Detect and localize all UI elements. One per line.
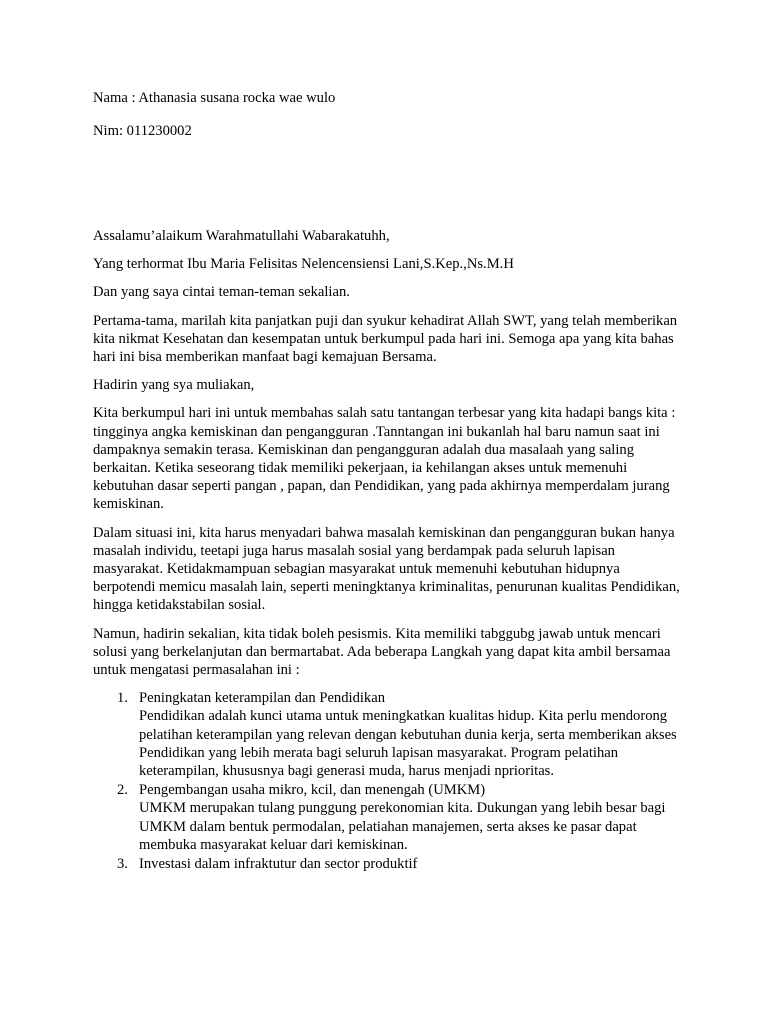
salutation: Yang terhormat Ibu Maria Felisitas Nelencensiensi Lani,S.Kep.,Ns.M.H [93, 256, 514, 273]
audience-address: Hadirin yang sya muliakan, [93, 377, 255, 394]
paragraph-solutions-intro: Namun, hadirin sekalian, kita tidak boleh pesismis. Kita memiliki tabggubg jawab untuk mencari solusi yang berkelanjutan dan bermartabat. Ada beberapa Langkah yang dapat kita ambil bersamaa untuk mengatasi permasalahan ini : [93, 625, 671, 679]
header [93, 89, 335, 155]
solution-list [93, 689, 683, 873]
salutation-friends: Dan yang saya cintai teman-teman sekalian. [93, 284, 350, 301]
student-nim: Nim: 011230002 [93, 123, 192, 140]
paragraph-opening: Pertama-tama, marilah kita panjatkan puji dan syukur kehadirat Allah SWT, yang telah memberikan kita nikmat Kesehatan dan kesempatan untuk berkumpul pada hari ini. Semoga apa yang kita bahas hari ini bisa memberikan manfaat bagi kemajuan Bersama. [93, 312, 678, 366]
list-item [93, 689, 683, 780]
speech-body [93, 227, 683, 874]
list-number: 1. [117, 690, 128, 707]
student-name: Nama : Athanasia susana rocka wae wulo [93, 90, 336, 106]
list-item-text: Pendidikan adalah kunci utama untuk meningkatkan kualitas hidup. Kita perlu mendorong pelatihan keterampilan yang relevan dengan kebutuhan dunia kerja, serta memberikan akses Pendidikan yang lebih merata bagi seluruh lapisan masyarakat. Program pelatihan keterampilan, khususnya bagi generasi muda, harus menjadi nprioritas. [139, 708, 677, 780]
list-item-text: UMKM merupakan tulang punggung perekonomian kita. Dukungan yang lebih besar bagi UMKM dalam bentuk permodalan, pelatiahan manajemen, serta akses ke pasar dapat membuka masyarakat keluar dari kemiskinan. [139, 800, 666, 853]
paragraph-challenge: Kita berkumpul hari ini untuk membahas salah satu tantangan terbesar yang kita hadapi bangs kita : tingginya angka kemiskinan dan pengangguran .Tanntangan ini bukanlah hal baru namun saat ini dampaknya semakin terasa. Kemiskinan dan pengangguran adalah dua masalaah yang saling berkaitan. Ketika seseorang tidak memiliki pekerjaan, ia kehilangan akses untuk memenuhi kebutuhan dasar seperti pangan , papan, dan Pendidikan, yang pada akhirnya memperdalam jurang kemiskinan. [93, 405, 676, 513]
list-item [93, 855, 683, 873]
list-item [93, 781, 683, 854]
list-item-title: Investasi dalam infraktutur dan sector produktif [139, 856, 418, 873]
greeting: Assalamu’alaikum Warahmatullahi Wabarakatuhh, [93, 228, 390, 244]
list-item-title: Pengembangan usaha mikro, kcil, dan menengah (UMKM) [139, 782, 486, 799]
list-number: 3. [117, 856, 128, 873]
list-item-title: Peningkatan keterampilan dan Pendidikan [139, 690, 385, 707]
list-number: 2. [117, 782, 128, 799]
paragraph-situation: Dalam situasi ini, kita harus menyadari bahwa masalah kemiskinan dan pengangguran bukan hanya masalah individu, teetapi juga harus masalah sosial yang berdampak pada seluruh lapisan masyarakat. Ketidakmampuan sebagian masyarakat untuk memenuhi kebutuhan hidupnya berpotendi memicu masalah lain, seperti meningktanya kriminalitas, penurunan kualitas Pendidikan, hingga ketidakstabilan sosial. [93, 524, 680, 614]
